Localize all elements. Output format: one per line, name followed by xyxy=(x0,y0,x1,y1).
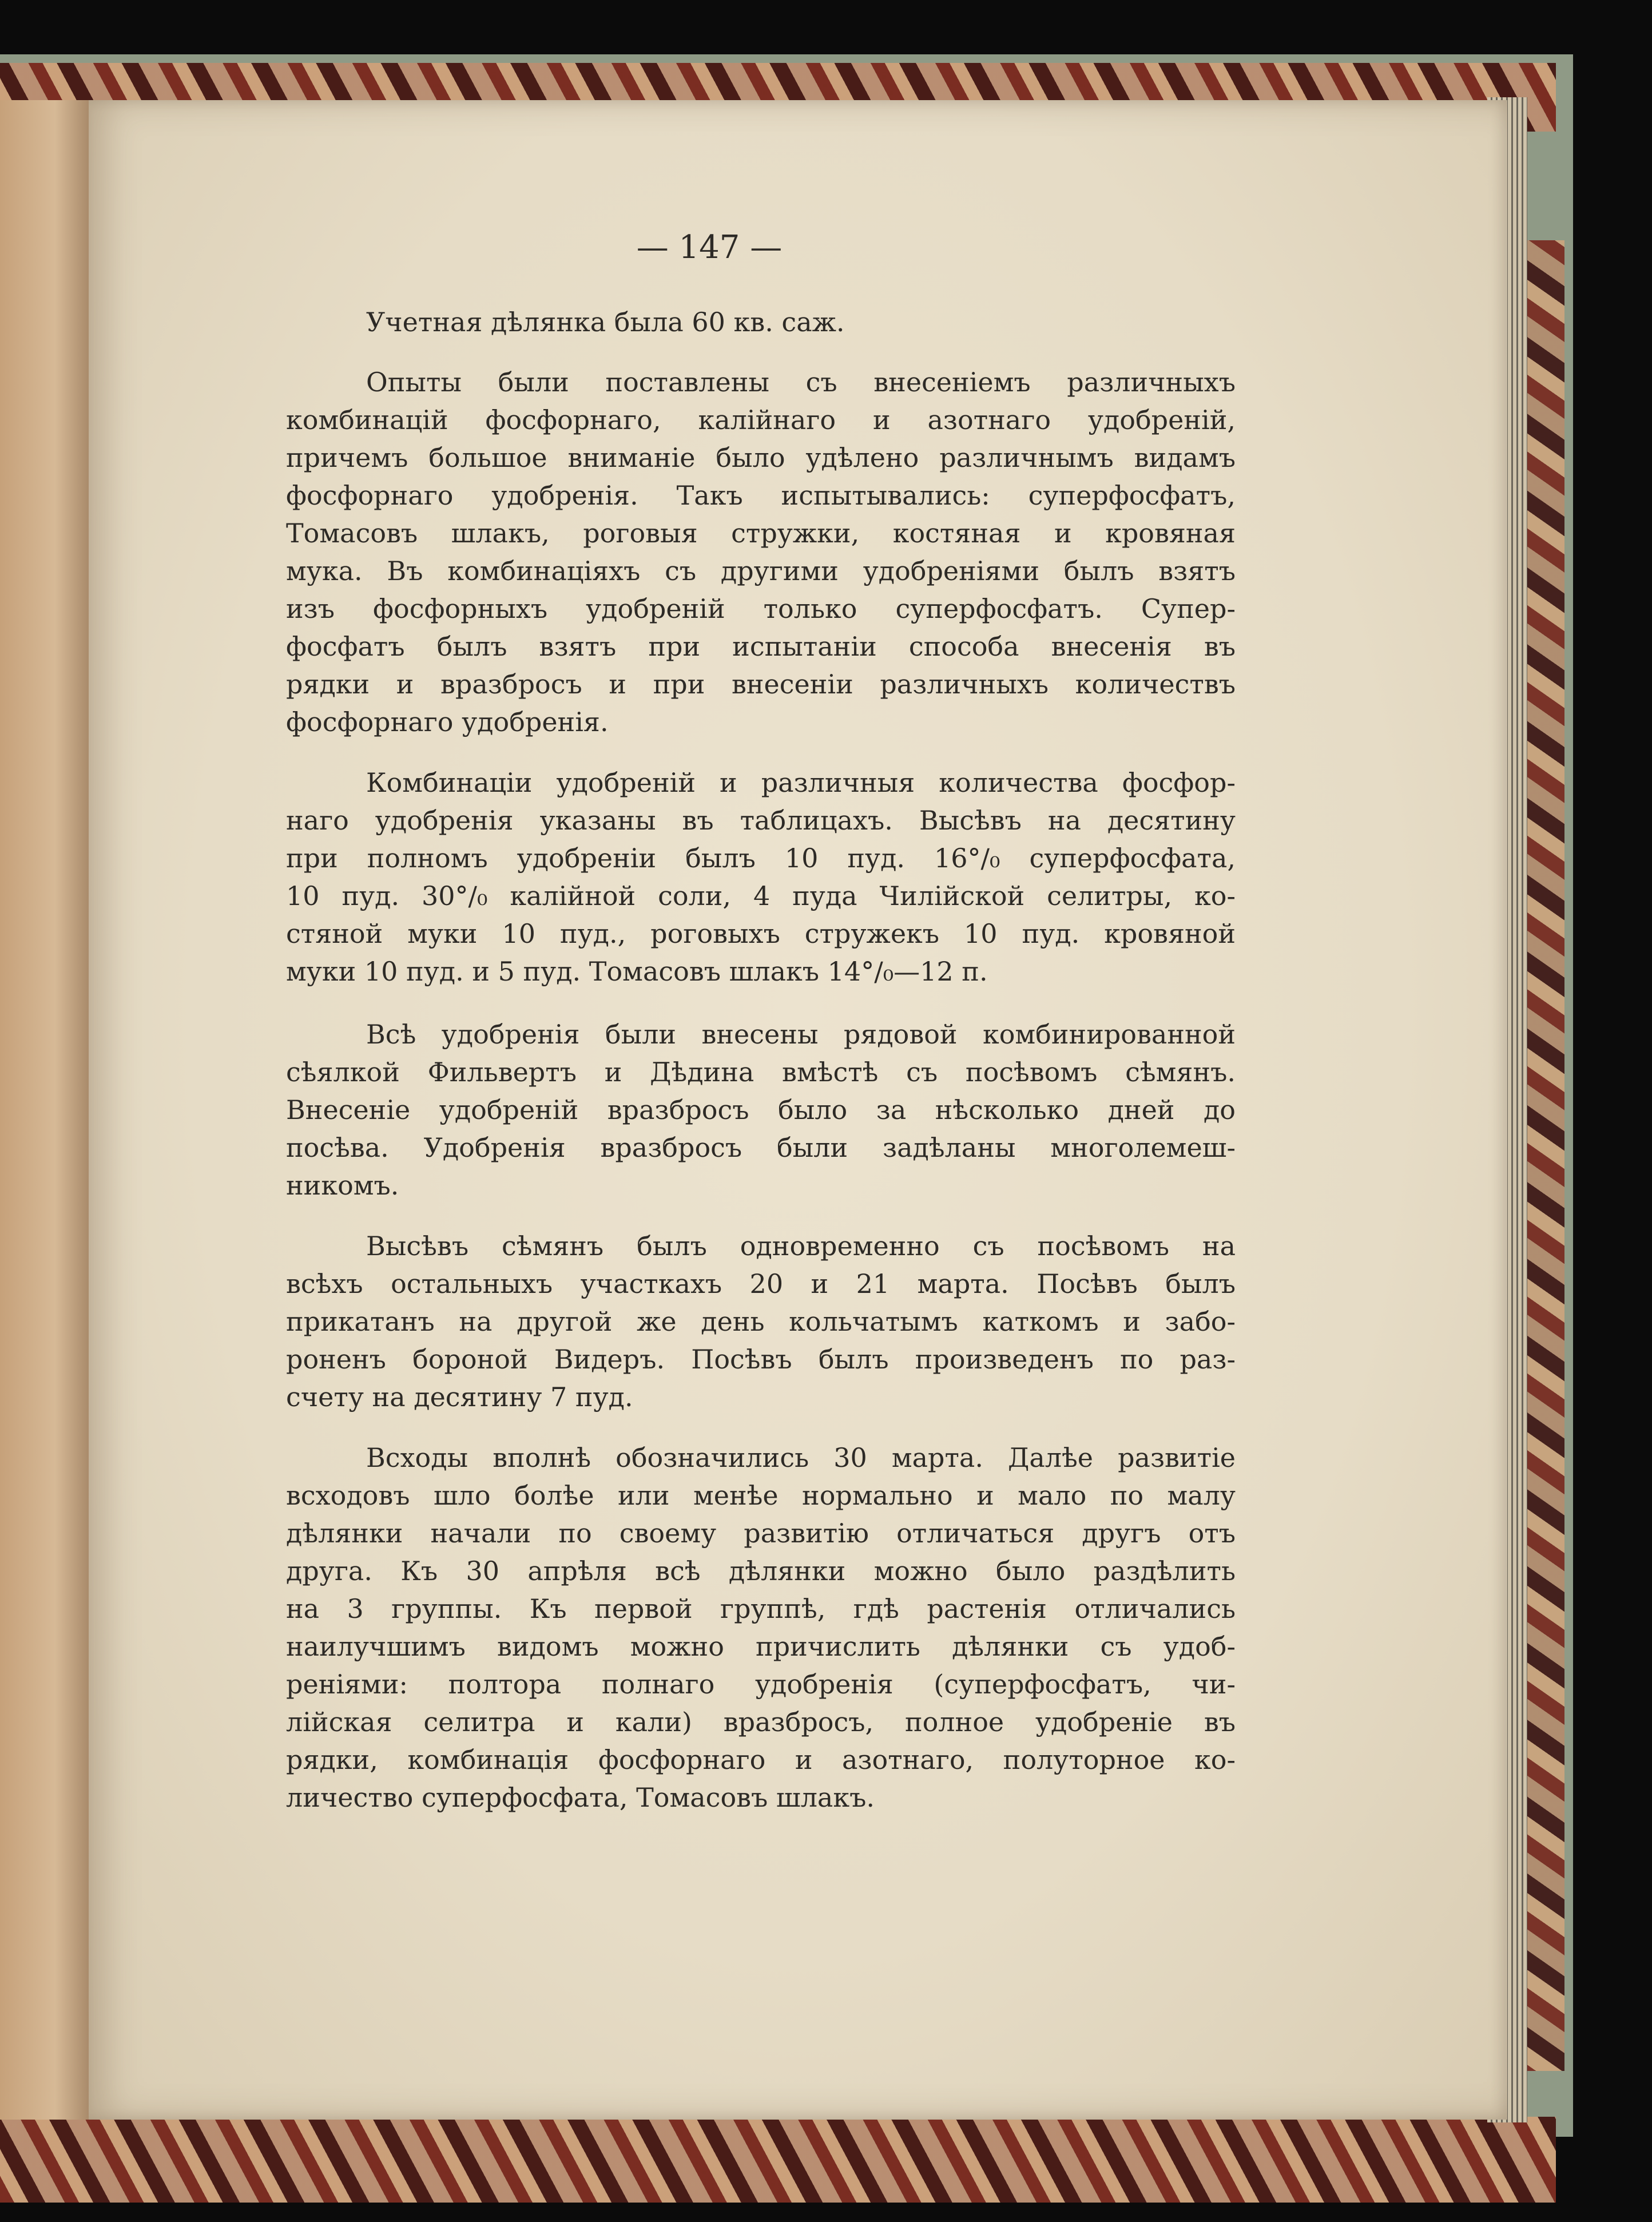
text-line: никомъ. xyxy=(286,1170,399,1201)
text-line: фосфорнаго удобренія. Такъ испытывались: суперфосфатъ, xyxy=(286,480,1236,511)
text-line: наго удобренія указаны въ таблицахъ. Высѣвъ на десятину xyxy=(286,805,1236,836)
page-number: — 147 — xyxy=(636,229,783,266)
paragraph-3 xyxy=(286,764,1236,990)
text-line: всѣхъ остальныхъ участкахъ 20 и 21 марта. Посѣвъ былъ xyxy=(286,1268,1236,1299)
text-line: причемъ большое вниманіе было удѣлено различнымъ видамъ xyxy=(286,442,1236,473)
text-line: рядки и вразбросъ и при внесеніи различныхъ количествъ xyxy=(286,669,1236,700)
text-line: роненъ бороной Видеръ. Посѣвъ былъ произведенъ по раз- xyxy=(286,1344,1236,1375)
text-line: Опыты были поставлены съ внесеніемъ различныхъ xyxy=(366,367,1236,398)
paragraph-6 xyxy=(286,1439,1236,1816)
text-line: счету на десятину 7 пуд. xyxy=(286,1382,633,1412)
text-line: прикатанъ на другой же день кольчатымъ каткомъ и забо- xyxy=(286,1306,1236,1337)
text-line: сѣялкой Фильвертъ и Дѣдина вмѣстѣ съ посѣвомъ сѣмянъ. xyxy=(286,1057,1236,1088)
text-line: лійская селитра и кали) вразбросъ, полное удобреніе въ xyxy=(286,1707,1236,1737)
text-line: Всѣ удобренія были внесены рядовой комбинированной xyxy=(366,1019,1236,1050)
text-line: Комбинаціи удобреній и различныя количества фосфор- xyxy=(366,767,1236,798)
text-line: Высѣвъ сѣмянъ былъ одновременно съ посѣвомъ на xyxy=(366,1231,1236,1261)
text-line: стяной муки 10 пуд., роговыхъ стружекъ 10 пуд. кровяной xyxy=(286,918,1236,949)
previous-page-edge xyxy=(0,100,100,2120)
paragraph-5 xyxy=(286,1227,1236,1416)
text-line: фосфорнаго удобренія. xyxy=(286,707,609,737)
text-line: Всходы вполнѣ обозначились 30 марта. Далѣе развитіе xyxy=(366,1442,1236,1473)
text-line: мука. Въ комбинаціяхъ съ другими удобреніями былъ взятъ xyxy=(286,556,1236,586)
marbled-cover-bottom xyxy=(0,2117,1556,2203)
text-line: личество суперфосфата, Томасовъ шлакъ. xyxy=(286,1782,875,1813)
text-line: при полномъ удобреніи былъ 10 пуд. 16°/₀ суперфосфата, xyxy=(286,843,1236,874)
text-line: комбинацій фосфорнаго, калійнаго и азотнаго удобреній, xyxy=(286,404,1236,435)
text-line: муки 10 пуд. и 5 пуд. Томасовъ шлакъ 14°/₀—12 п. xyxy=(286,956,988,987)
text-line: фосфатъ былъ взятъ при испытаніи способа внесенія въ xyxy=(286,631,1236,662)
text-line: изъ фосфорныхъ удобреній только суперфосфатъ. Супер- xyxy=(286,593,1236,624)
text-line: реніями: полтора полнаго удобренія (суперфосфатъ, чи- xyxy=(286,1669,1236,1700)
text-line: наилучшимъ видомъ можно причислить дѣлянки съ удоб- xyxy=(286,1631,1236,1662)
text-line: всходовъ шло болѣе или менѣе нормально и мало по малу xyxy=(286,1480,1236,1511)
paragraph-2 xyxy=(286,363,1236,741)
text-line: рядки, комбинація фосфорнаго и азотнаго, полуторное ко- xyxy=(286,1744,1236,1775)
text-line: на 3 группы. Къ первой группѣ, гдѣ растенія отличались xyxy=(286,1593,1236,1624)
paragraph-1 xyxy=(286,303,1236,341)
text-line: дѣлянки начали по своему развитію отличаться другъ отъ xyxy=(286,1518,1236,1549)
text-line: Томасовъ шлакъ, роговыя стружки, костяная и кровяная xyxy=(286,518,1236,549)
text-line: Внесеніе удобреній вразбросъ было за нѣсколько дней до xyxy=(286,1094,1236,1125)
text-line: друга. Къ 30 апрѣля всѣ дѣлянки можно было раздѣлить xyxy=(286,1556,1236,1586)
text-line: посѣва. Удобренія вразбросъ были задѣланы многолемеш- xyxy=(286,1132,1236,1163)
text-line: 10 пуд. 30°/₀ калійной соли, 4 пуда Чилійской селитры, ко- xyxy=(286,880,1236,911)
text-line: Учетная дѣлянка была 60 кв. саж. xyxy=(366,307,845,338)
paragraph-4 xyxy=(286,1015,1236,1204)
